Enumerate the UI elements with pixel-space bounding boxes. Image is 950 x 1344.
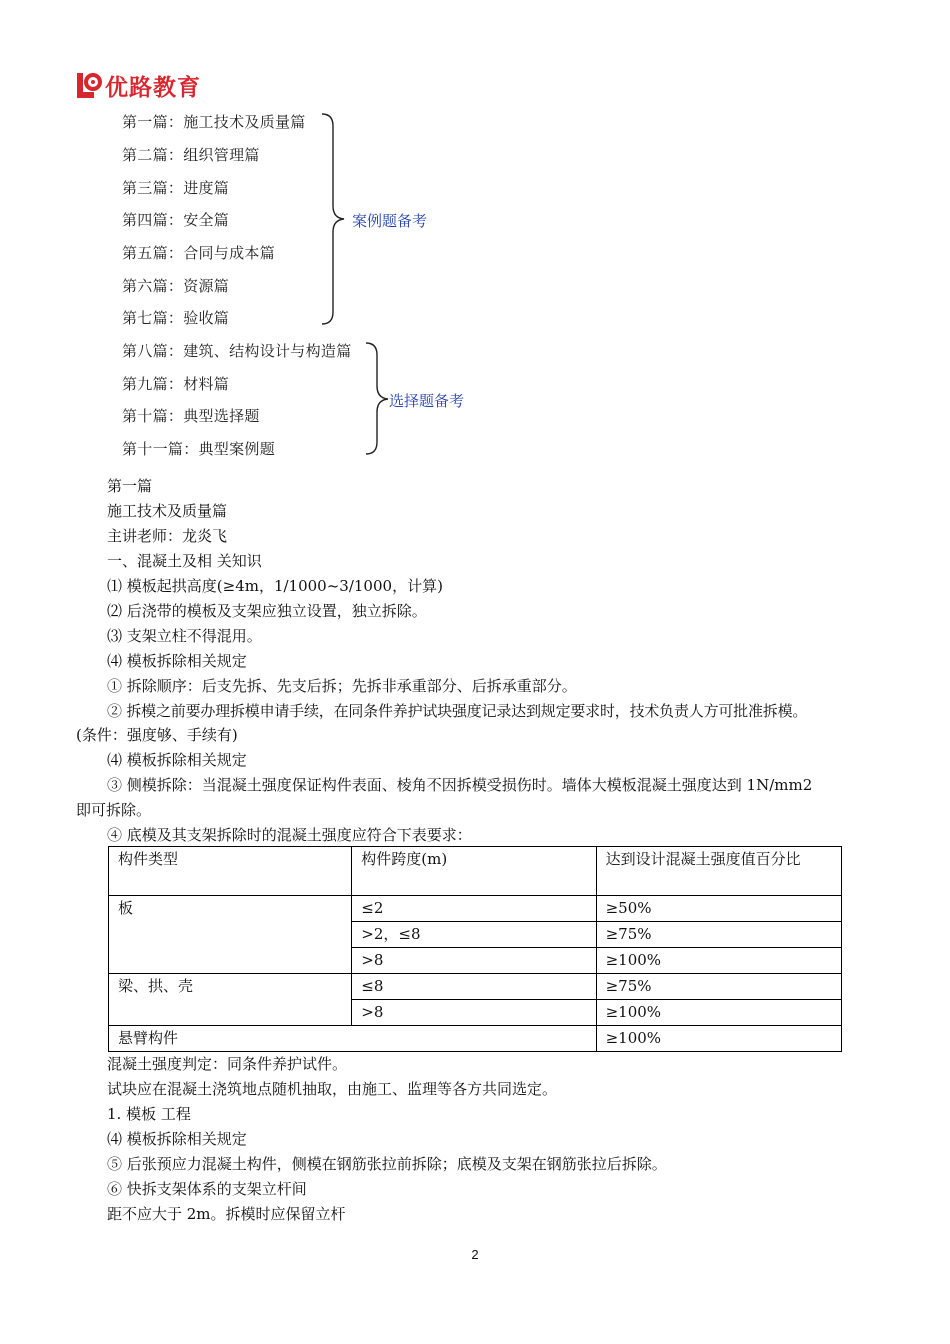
paragraph: 即可拆除。 [76, 801, 152, 819]
paragraph: ⑴ 模板起拱高度(≥4m，1/1000~3/1000，计算) [107, 577, 443, 595]
outline-item: 第五篇：合同与成本篇 [122, 244, 276, 262]
paragraph: ⑷ 模板拆除相关规定 [107, 1130, 247, 1148]
outline-item: 第二篇：组织管理篇 [122, 146, 260, 164]
paragraph: ⑵ 后浇带的模板及支架应独立设置，独立拆除。 [107, 602, 427, 620]
paragraph: ⑷ 模板拆除相关规定 [107, 652, 247, 670]
outline-item: 第四篇：安全篇 [122, 211, 230, 229]
table-cell: ≥75% [596, 922, 841, 948]
paragraph: ⑷ 模板拆除相关规定 [107, 751, 247, 769]
table-cell: ≥100% [596, 1000, 841, 1026]
paragraph: ① 拆除顺序：后支先拆、先支后拆；先拆非承重部分、后拆承重部分。 [107, 677, 577, 695]
outline-item: 第一篇：施工技术及质量篇 [122, 113, 306, 131]
table-header-cell: 达到设计混凝土强度值百分比 [596, 847, 841, 896]
lecturer: 主讲老师：龙炎飞 [107, 527, 228, 545]
outline-group-case: 案例题备考 [352, 212, 428, 230]
outline-item: 第三篇：进度篇 [122, 179, 230, 197]
table-cell: ≥50% [596, 896, 841, 922]
paragraph: ④ 底模及其支架拆除时的混凝土强度应符合下表要求： [107, 826, 472, 844]
paragraph: ③ 侧模拆除：当混凝土强度保证构件表面、棱角不因拆模受损伤时。墙体大模板混凝土强度达到 1N/mm2 [107, 776, 813, 794]
table-row [109, 896, 842, 922]
course-outline [0, 0, 950, 470]
table-cell: 悬臂构件 [109, 1026, 597, 1052]
table-header-row [109, 847, 842, 896]
page-number: 2 [471, 1247, 479, 1262]
table-row [109, 1026, 842, 1052]
table-cell: >2，≤8 [352, 922, 596, 948]
outline-item: 第七篇：验收篇 [122, 309, 230, 327]
paragraph: ② 拆模之前要办理拆模申请手续，在同条件养护试块强度记录达到规定要求时，技术负责人方可批准拆模。 [107, 702, 808, 720]
table-header-cell: 构件类型 [109, 847, 352, 896]
table-header-cell: 构件跨度(m) [352, 847, 596, 896]
paragraph: ⑶ 支架立柱不得混用。 [107, 627, 262, 645]
table-row [109, 974, 842, 1000]
section-title: 第一篇 [107, 477, 153, 495]
paragraph: ⑤ 后张预应力混凝土构件，侧模在钢筋张拉前拆除；底模及支架在钢筋张拉后拆除。 [107, 1155, 667, 1173]
table-cell: ≥75% [596, 974, 841, 1000]
outline-group-choice: 选择题备考 [389, 392, 465, 410]
table-cell: ≤2 [352, 896, 596, 922]
table-cell: ≥100% [596, 1026, 841, 1052]
paragraph: ⑥ 快拆支架体系的支架立杆间 [107, 1180, 307, 1198]
paragraph: 试块应在混凝土浇筑地点随机抽取，由施工、监理等各方共同选定。 [107, 1080, 558, 1098]
paragraph: (条件：强度够、手续有) [76, 726, 238, 744]
outline-item: 第九篇：材料篇 [122, 375, 230, 393]
brand-name: 优路教育 [105, 74, 201, 101]
outline-item: 第十篇：典型选择题 [122, 407, 260, 425]
brace-choice-questions [366, 343, 388, 454]
section-subtitle: 施工技术及质量篇 [107, 502, 228, 520]
heading: 一、混凝土及相 关知识 [107, 552, 262, 570]
formwork-removal-table [108, 846, 842, 1052]
table-cell: >8 [352, 948, 596, 974]
table-cell: >8 [352, 1000, 596, 1026]
table-cell: 板 [109, 896, 352, 974]
brace-case-questions [322, 114, 344, 324]
outline-braces [0, 0, 950, 470]
outline-item: 第六篇：资源篇 [122, 277, 230, 295]
heading: 1. 模板 工程 [107, 1105, 191, 1123]
paragraph: 混凝土强度判定：同条件养护试件。 [107, 1055, 348, 1073]
paragraph: 距不应大于 2m。拆模时应保留立杆 [107, 1205, 346, 1223]
outline-item: 第十一篇：典型案例题 [122, 440, 276, 458]
table-cell: ≤8 [352, 974, 596, 1000]
outline-item: 第八篇：建筑、结构设计与构造篇 [122, 342, 352, 360]
table-cell: 梁、拱、壳 [109, 974, 352, 1026]
table-cell: ≥100% [596, 948, 841, 974]
